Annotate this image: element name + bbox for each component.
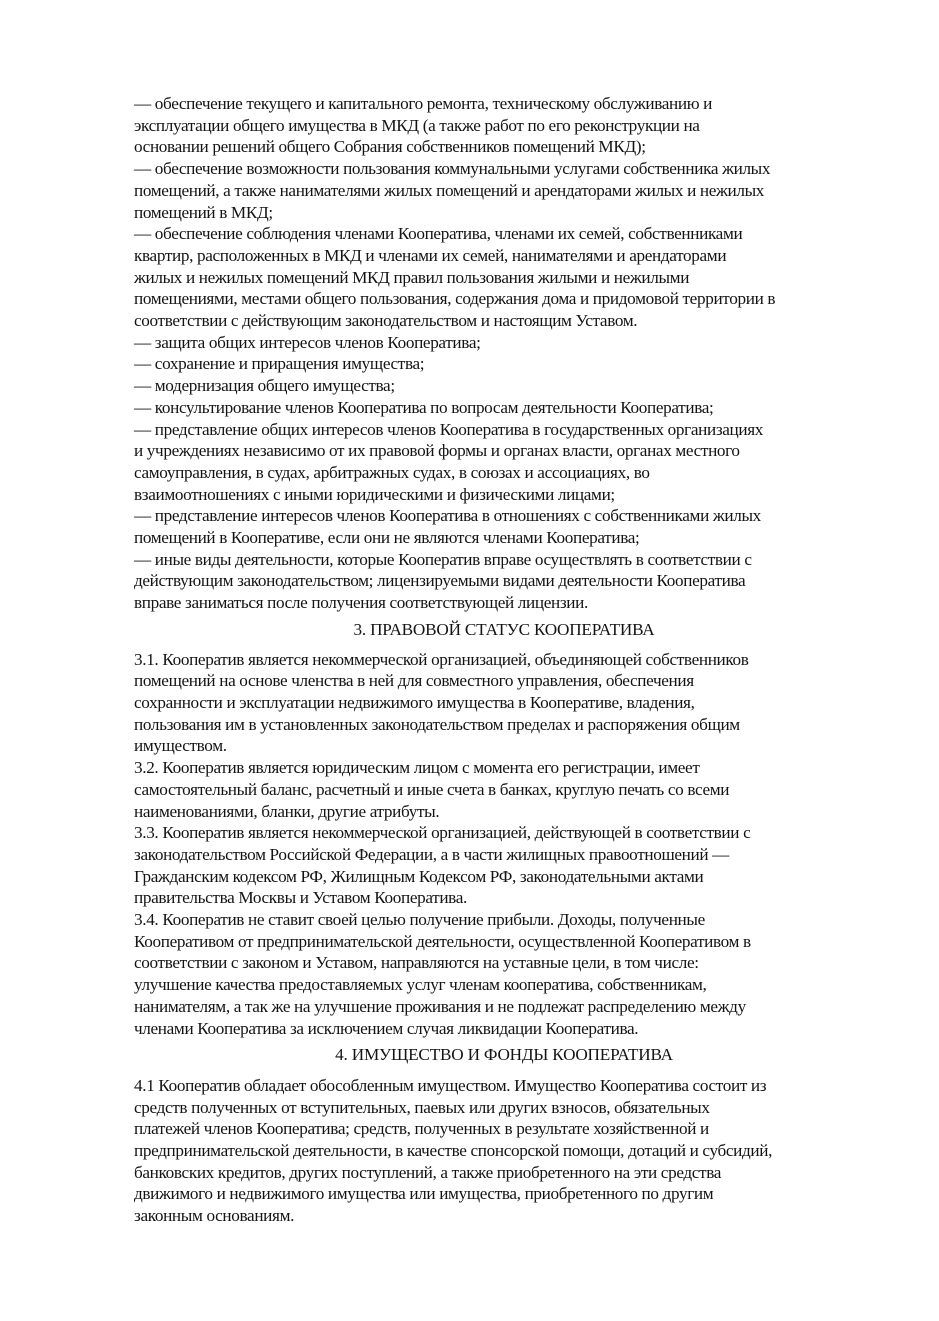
- text-line: — обеспечение возможности пользования коммунальными услугами собственника жилых: [134, 159, 771, 179]
- text-line: членами Кооператива за исключением случая ликвидации Кооператива.: [134, 1018, 639, 1038]
- text-line: вправе заниматься после получения соответствующей лицензии.: [134, 593, 588, 613]
- clause-4-1: [134, 1075, 874, 1227]
- text-line: соответствии с действующим законодательством и настоящим Уставом.: [134, 311, 638, 331]
- text-line: — консультирование членов Кооператива по вопросам деятельности Кооператива;: [134, 397, 714, 417]
- text-line: жилых и нежилых помещений МКД правил пользования жилыми и нежилыми: [134, 267, 690, 287]
- text-line: имуществом.: [134, 736, 227, 756]
- text-line: 3.3. Кооператив является некоммерческой организацией, действующей в соответствии с: [134, 823, 751, 843]
- text-line: помещений в МКД;: [134, 202, 273, 222]
- text-line: — защита общих интересов членов Кооператива;: [134, 332, 481, 352]
- text-line: нанимателям, а так же на улучшение проживания и не подлежат распределению между: [134, 996, 746, 1016]
- text-line: законодательством Российской Федерации, а в части жилищных правоотношений —: [134, 844, 729, 864]
- text-line: соответствии с законом и Уставом, направляются на уставные цели, в том числе:: [134, 953, 699, 973]
- list-item: [134, 353, 874, 375]
- text-line: 3.1. Кооператив является некоммерческой организацией, объединяющей собственников: [134, 649, 749, 669]
- text-line: законным основаниям.: [134, 1206, 295, 1226]
- text-line: — обеспечение соблюдения членами Кооператива, членами их семей, собственниками: [134, 224, 743, 244]
- list-item: [134, 419, 874, 506]
- text-line: средств полученных от вступительных, паевых или других взносов, обязательных: [134, 1097, 710, 1117]
- list-item: [134, 505, 874, 548]
- text-line: предпринимательской деятельности, в качестве спонсорской помощи, дотаций и субсидий,: [134, 1141, 773, 1161]
- text-line: помещений, а также нанимателями жилых помещений и арендаторами жилых и нежилых: [134, 180, 765, 200]
- clause-3-1: [134, 649, 874, 758]
- section-3-body: [134, 649, 874, 1040]
- list-item: [134, 223, 874, 332]
- list-item: [134, 397, 874, 419]
- activities-list: [134, 93, 874, 614]
- list-item: [134, 332, 874, 354]
- text-line: — представление общих интересов членов Кооператива в государственных организациях: [134, 419, 764, 439]
- section-3-heading: 3. ПРАВОВОЙ СТАТУС КООПЕРАТИВА: [353, 619, 655, 639]
- text-line: 3.2. Кооператив является юридическим лицом с момента его регистрации, имеет: [134, 758, 700, 778]
- text-line: помещений на основе членства в ней для совместного управления, обеспечения: [134, 671, 694, 691]
- text-line: — обеспечение текущего и капитального ремонта, техническому обслуживанию и: [134, 94, 713, 113]
- list-item: [134, 93, 874, 158]
- text-line: 3.4. Кооператив не ставит своей целью получение прибыли. Доходы, полученные: [134, 910, 705, 930]
- text-line: — сохранение и приращения имущества;: [134, 354, 425, 374]
- text-line: Гражданским кодексом РФ, Жилищным Кодексом РФ, законодательными актами: [134, 866, 704, 886]
- document-body: [134, 93, 874, 1227]
- section-4-heading: 4. ИМУЩЕСТВО И ФОНДЫ КООПЕРАТИВА: [335, 1045, 673, 1065]
- text-line: самостоятельный баланс, расчетный и иные счета в банках, круглую печать со всеми: [134, 779, 730, 799]
- clause-3-3: [134, 822, 874, 909]
- text-line: — иные виды деятельности, которые Кооператив вправе осуществлять в соответствии с: [134, 549, 752, 569]
- text-line: банковских кредитов, других поступлений, а также приобретенного на эти средства: [134, 1162, 722, 1182]
- text-line: взаимоотношениях с иными юридическими и физическими лицами;: [134, 484, 615, 504]
- text-line: 4.1 Кооператив обладает обособленным имуществом. Имущество Кооператива состоит из: [134, 1075, 767, 1095]
- clause-3-4: [134, 909, 874, 1039]
- list-item: [134, 549, 874, 614]
- text-line: платежей членов Кооператива; средств, полученных в результате хозяйственной и: [134, 1119, 709, 1139]
- list-item: [134, 158, 874, 223]
- text-line: эксплуатации общего имущества в МКД (а также работ по его реконструкции на: [134, 115, 700, 135]
- section-4-body: [134, 1075, 874, 1227]
- text-line: помещений в Кооперативе, если они не являются членами Кооператива;: [134, 528, 640, 548]
- text-line: правительства Москвы и Уставом Кооператива.: [134, 888, 467, 908]
- text-line: пользования им в установленных законодательством пределах и распоряжения общим: [134, 714, 740, 734]
- text-line: наименованиями, бланки, другие атрибуты.: [134, 801, 440, 821]
- text-line: — представление интересов членов Кооператива в отношениях с собственниками жилых: [134, 506, 761, 526]
- text-line: действующим законодательством; лицензируемыми видами деятельности Кооператива: [134, 571, 746, 591]
- text-line: квартир, расположенных в МКД и членами их семей, нанимателями и арендаторами: [134, 245, 727, 265]
- text-line: основании решений общего Собрания собственников помещений МКД);: [134, 137, 646, 157]
- text-line: — модернизация общего имущества;: [134, 376, 395, 396]
- text-line: и учреждениях независимо от их правовой формы и органах власти, органах местного: [134, 441, 740, 461]
- text-line: помещениями, местами общего пользования, содержания дома и придомовой территории в: [134, 289, 776, 309]
- text-line: Кооперативом от предпринимательской деятельности, осуществленной Кооперативом в: [134, 931, 751, 951]
- clause-3-2: [134, 757, 874, 822]
- text-line: движимого и недвижимого имущества или имущества, приобретенного по другим: [134, 1184, 714, 1204]
- text-line: улучшение качества предоставляемых услуг членам кооператива, собственникам,: [134, 975, 707, 995]
- text-line: самоуправления, в судах, арбитражных судах, в союзах и ассоциациях, во: [134, 462, 650, 482]
- text-line: сохранности и эксплуатации недвижимого имущества в Кооперативе, владения,: [134, 692, 695, 712]
- list-item: [134, 375, 874, 397]
